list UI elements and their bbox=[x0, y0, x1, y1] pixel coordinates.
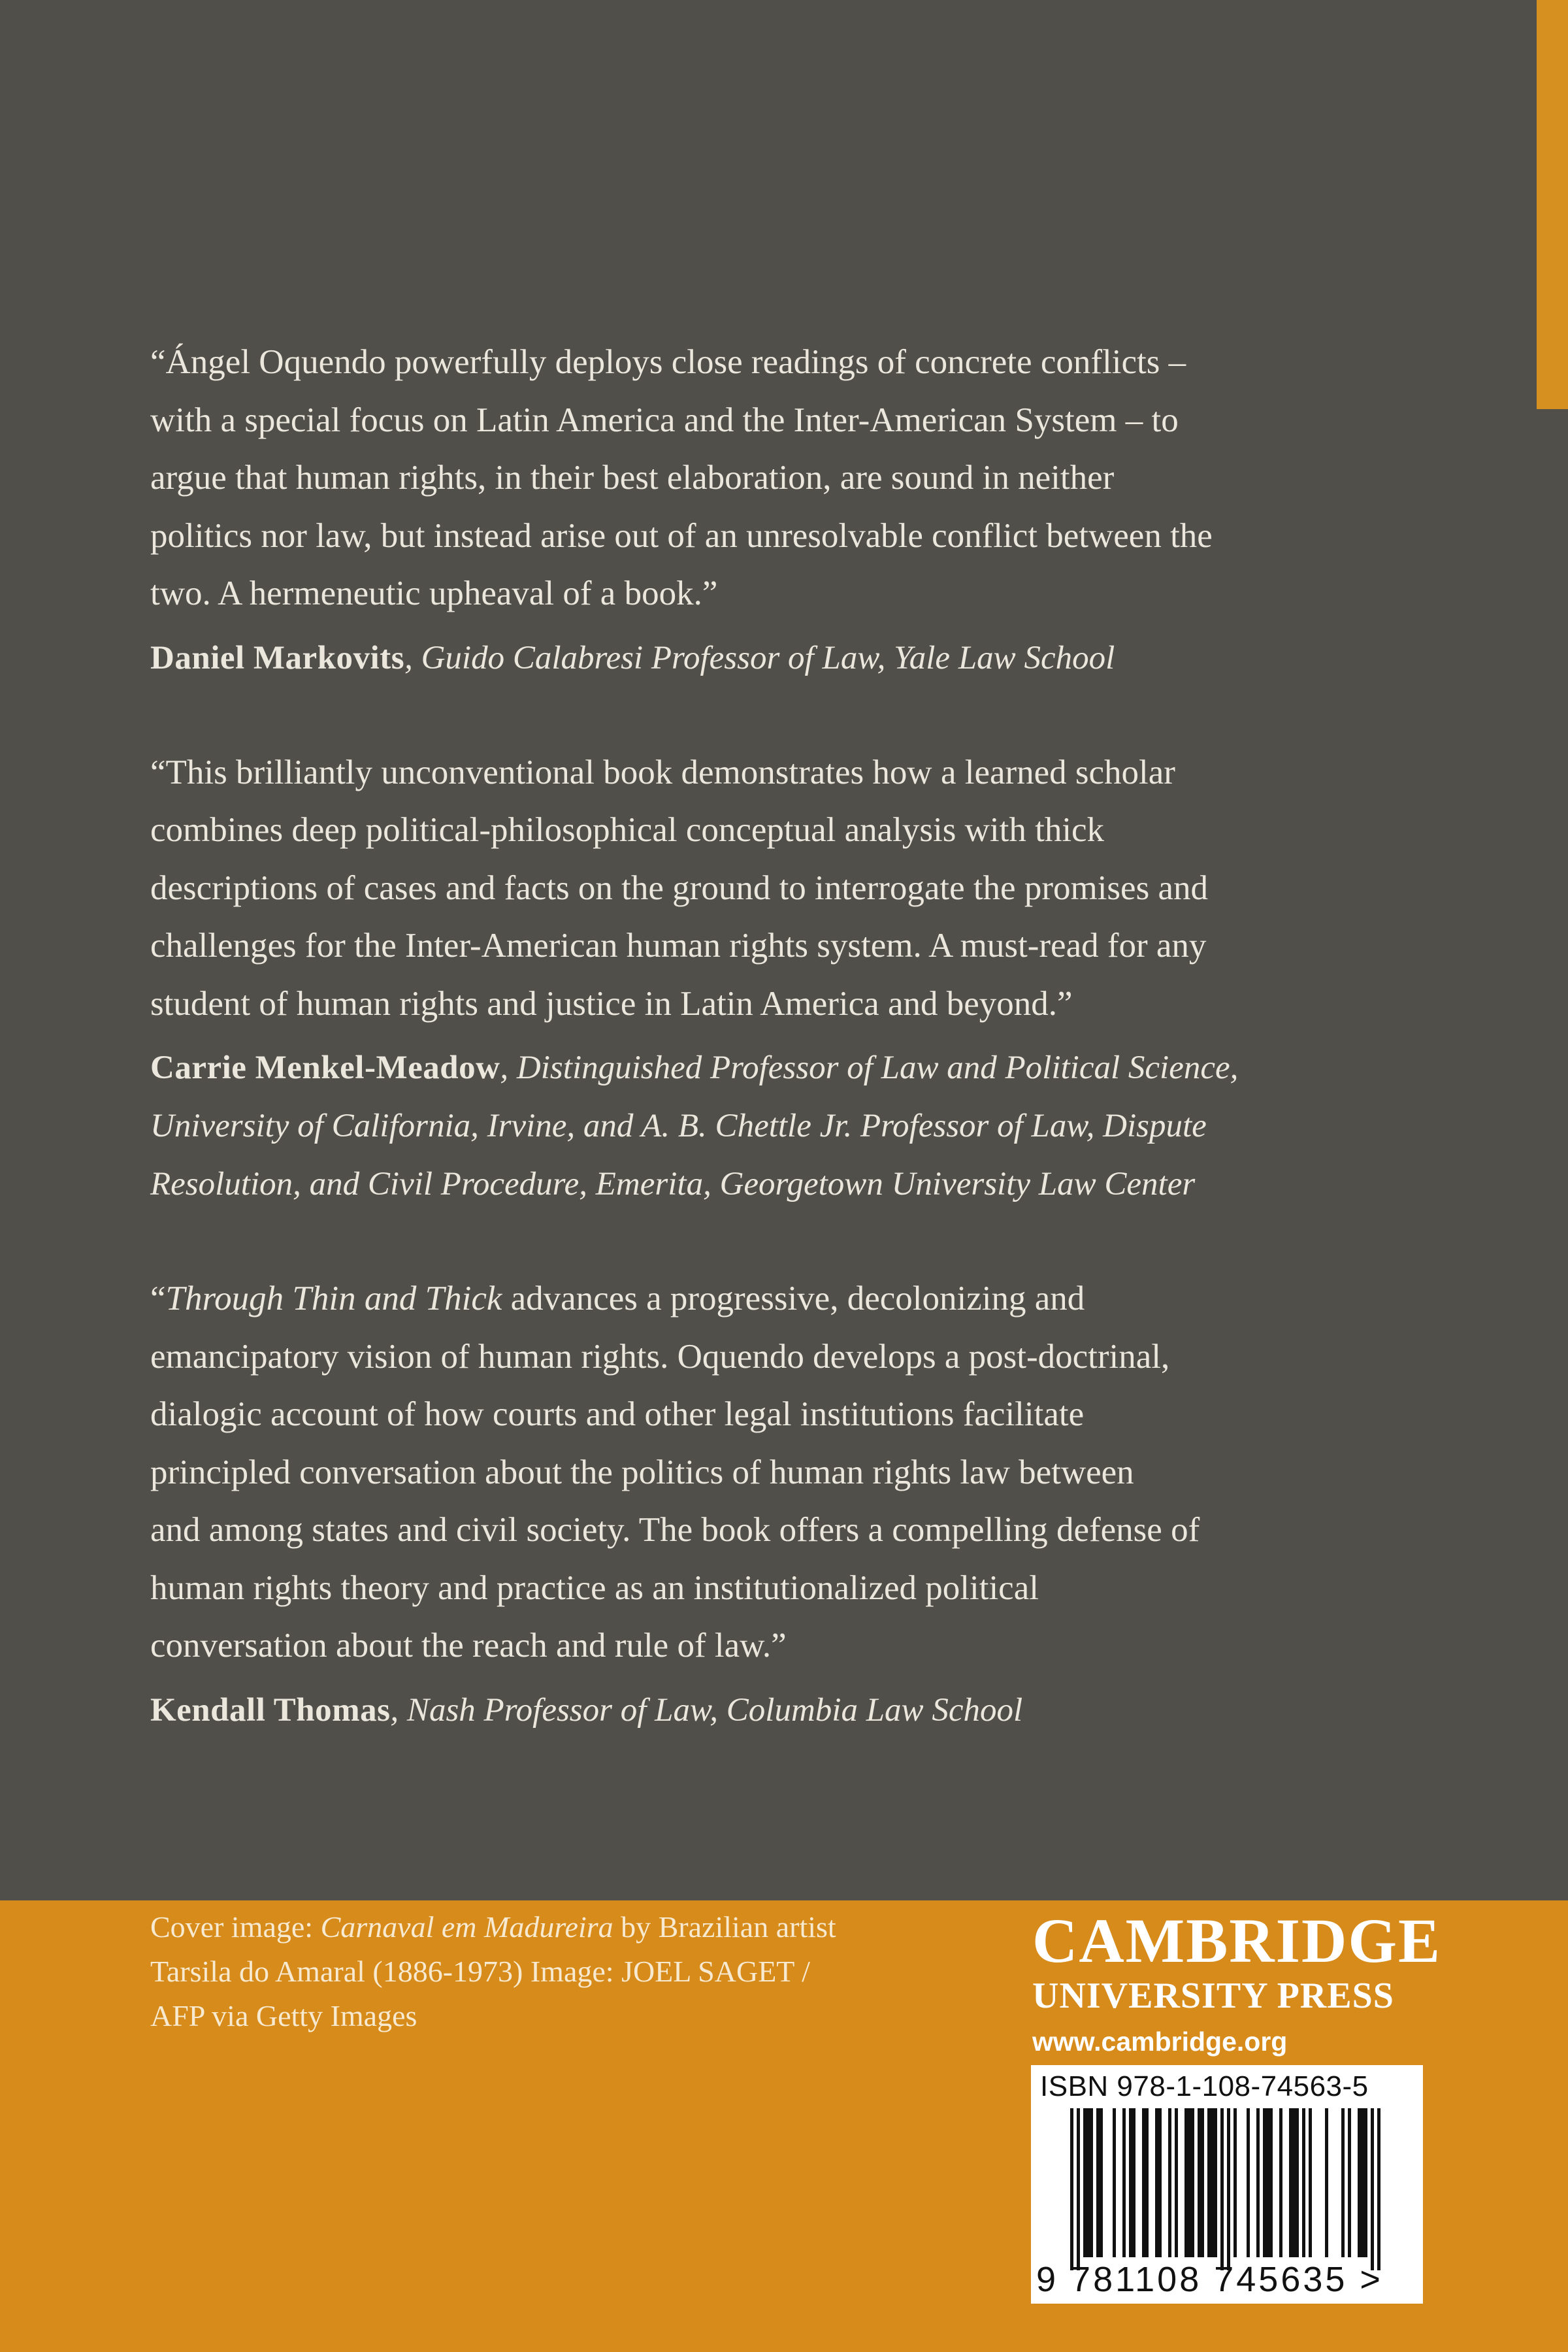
cover-credit bbox=[150, 1905, 934, 2038]
endorser-role: , Nash Professor of Law, Columbia Law School bbox=[390, 1691, 1023, 1729]
credit-rest: by Brazilian artist Tarsila do Amaral (1886-1973) Image: JOEL SAGET / AFP via Getty Images bbox=[150, 1910, 836, 2032]
endorsement-attribution bbox=[150, 1681, 1470, 1740]
barcode-bar bbox=[1096, 2108, 1100, 2257]
quote-open-mark: “ bbox=[150, 1280, 166, 1317]
isbn-label: ISBN 978-1-108-74563-5 bbox=[1040, 2070, 1369, 2102]
barcode-bar bbox=[1377, 2108, 1380, 2270]
endorsement-quote: “This brilliantly unconventional book demonstrates how a learned scholar combines deep political-philosophical conceptual analysis with thick descriptions of cases and facts on the ground to interrogate the promises and challenges for the Inter-American human rights system. A must-read for any student of human rights and justice in Latin America and beyond.” bbox=[150, 753, 1208, 1023]
endorsement-attribution bbox=[150, 1039, 1470, 1214]
barcode-bar bbox=[1201, 2108, 1204, 2257]
barcode-bar bbox=[1207, 2108, 1211, 2257]
barcode-bar bbox=[1158, 2108, 1162, 2257]
endorser-name: Daniel Markovits bbox=[150, 639, 405, 676]
endorser-name: Carrie Menkel-Meadow bbox=[150, 1050, 500, 1086]
barcode-bar bbox=[1100, 2108, 1103, 2257]
endorser-role: , Guido Calabresi Professor of Law, Yale Law School bbox=[404, 639, 1115, 676]
endorsement bbox=[150, 1270, 1470, 1740]
barcode-bar bbox=[1325, 2108, 1328, 2257]
publisher-subname: UNIVERSITY PRESS bbox=[1032, 1976, 1394, 2016]
endorsements bbox=[150, 333, 1470, 1796]
barcode-bar bbox=[1155, 2108, 1158, 2257]
barcode-digits: 9 781108 745635 > bbox=[1036, 2260, 1383, 2299]
barcode-bar bbox=[1296, 2108, 1299, 2257]
barcode-bar bbox=[1348, 2108, 1351, 2257]
publisher-logo bbox=[1032, 1908, 1490, 2060]
barcode-bar bbox=[1256, 2108, 1260, 2257]
endorsement-quote: “Ángel Oquendo powerfully deploys close readings of concrete conflicts – with a special focus on Latin America and the Inter-American System – to argue that human rights, in their best elaboration, are sound in neither politics nor law, but instead arise out of an unresolvable conflict between the two. A hermeneutic upheaval of a book.” bbox=[150, 343, 1213, 612]
quote-text: advances a progressive, decolonizing and emancipatory vision of human rights. Oquendo develops a post-doctrinal, dialogic account of how courts and other legal institutions facilitate principled conversation about the politics of human rights law between and among states and civil society. The book offers a compelling defense of human rights theory and practice as an institutionalized political conversation about the reach and rule of law.” bbox=[150, 1280, 1200, 1665]
publisher-url: www.cambridge.org bbox=[1032, 2027, 1288, 2057]
barcode-bar bbox=[1132, 2108, 1135, 2257]
barcode-bar bbox=[1302, 2108, 1305, 2257]
endorsement-quote bbox=[150, 1270, 1470, 1675]
barcode-bar bbox=[1341, 2108, 1345, 2257]
barcode-bar bbox=[1358, 2108, 1361, 2257]
credit-prefix: Cover image: bbox=[150, 1910, 321, 1944]
barcode-bar bbox=[1263, 2108, 1266, 2257]
endorser-name: Kendall Thomas bbox=[150, 1691, 391, 1729]
endorsement-attribution bbox=[150, 629, 1470, 687]
barcode-bar bbox=[1113, 2108, 1116, 2257]
spine-accent-strip bbox=[1537, 0, 1568, 409]
barcode-bar bbox=[1247, 2108, 1250, 2257]
endorsement bbox=[150, 333, 1470, 687]
barcode-bar bbox=[1168, 2108, 1171, 2257]
barcode-bar bbox=[1361, 2108, 1364, 2257]
barcode-bar bbox=[1371, 2108, 1374, 2270]
barcode-bar bbox=[1309, 2108, 1312, 2257]
barcode-bar bbox=[1175, 2108, 1178, 2257]
barcode-bar bbox=[1266, 2108, 1269, 2257]
barcode-bar bbox=[1220, 2108, 1224, 2270]
barcode-bar bbox=[1129, 2108, 1132, 2257]
barcode-bar bbox=[1269, 2108, 1273, 2257]
publisher-name: CAMBRIDGE bbox=[1032, 1906, 1442, 1976]
barcode-bar bbox=[1279, 2108, 1282, 2257]
book-title: Through Thin and Thick bbox=[165, 1280, 502, 1317]
barcode-bar bbox=[1145, 2108, 1149, 2257]
barcode-bar bbox=[1090, 2108, 1093, 2257]
barcode-bar bbox=[1233, 2108, 1237, 2257]
barcode-bar bbox=[1142, 2108, 1145, 2257]
barcode-bar bbox=[1070, 2108, 1073, 2270]
barcode-bar bbox=[1198, 2108, 1201, 2257]
endorser-role: , Distinguished Professor of Law and Political Science, University of California, Irvine, and A. B. Chettle Jr. Professor of Law, Dispute Resolution, and Civil Procedure, Emerita, Georgetown University Law Center bbox=[150, 1050, 1239, 1202]
barcode-bar bbox=[1122, 2108, 1126, 2257]
isbn-barcode bbox=[1031, 2065, 1423, 2304]
barcode-bar bbox=[1364, 2108, 1367, 2257]
barcode-bar bbox=[1188, 2108, 1191, 2257]
barcode-bar bbox=[1227, 2108, 1230, 2270]
artwork-title: Carnaval em Madureira bbox=[320, 1910, 613, 1944]
barcode-bar bbox=[1191, 2108, 1194, 2257]
barcode-bar bbox=[1292, 2108, 1296, 2257]
barcode-bar bbox=[1211, 2108, 1214, 2257]
barcode-bar bbox=[1077, 2108, 1080, 2270]
barcode-bar bbox=[1086, 2108, 1090, 2257]
barcode-bar bbox=[1184, 2108, 1188, 2257]
endorsement bbox=[150, 744, 1470, 1214]
barcode-bar bbox=[1214, 2108, 1217, 2257]
barcode-bar bbox=[1083, 2108, 1086, 2257]
barcode-bar bbox=[1289, 2108, 1292, 2257]
